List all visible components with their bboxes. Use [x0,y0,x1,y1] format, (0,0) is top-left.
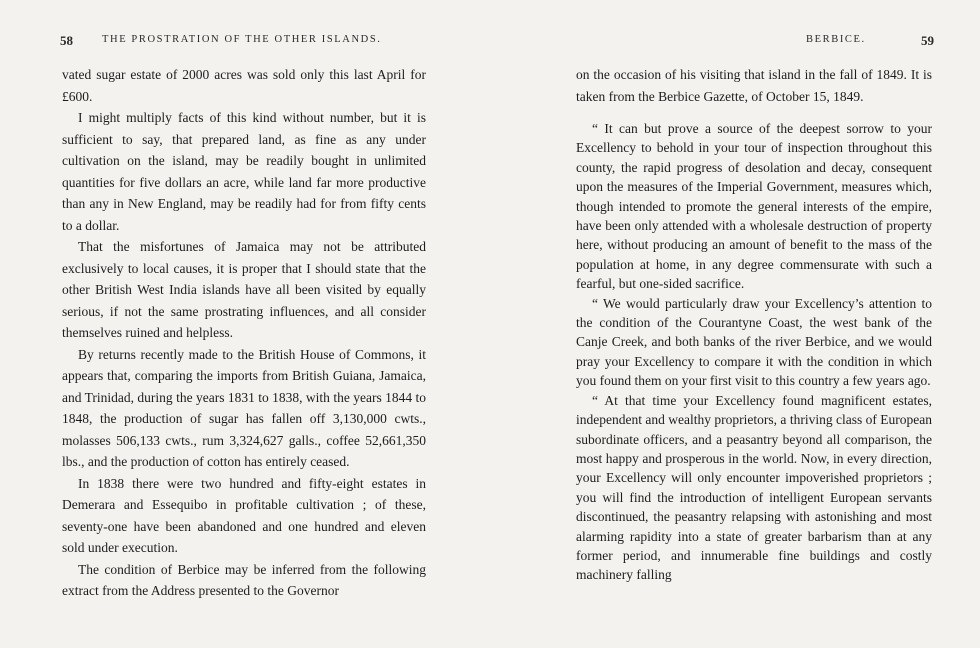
paragraph: By returns recently made to the British House of Commons, it appears that, comparing the imports from British Guiana, Jamaica, and Trinidad, during the years 1831 to 1838, with the years 1844 to 1848, the production of sugar has fallen off 3,130,000 cwts., molasses 506,133 cwts., rum 3,324,627 galls., coffee 52,661,350 lbs., and the production of cotton has entirely ceased. [62,346,426,469]
right-page [490,0,980,648]
quote-paragraph: “ We would particularly draw your Excellency’s attention to the condition of the Courantyne Coast, the west bank of the Canje Creek, and both banks of the river Berbice, and we would pray your Excellency to compare it with the condition in which you found them on your first visit to this country a few years ago. [576,295,932,389]
right-page-text [576,64,932,585]
quote-paragraph: “ It can but prove a source of the deepest sorrow to your Excellency to behold in your tour of inspection throughout this county, the rapid progress of desolation and decay, consequent upon the measures of the Imperial Government, measures which, though intended to promote the general interests of the empire, have been only attended with a wholesale destruction of property here, without producing an amount of benefit to the mass of the population at home, in any degree commensurate with such a fearful, but one-sided sacrifice. [576,121,932,292]
left-page-text [62,64,426,602]
running-head: BERBICE. [806,34,866,45]
page-number: 59 [921,33,934,48]
paragraph: vated sugar estate of 2000 acres was sold only this last April for £600. [62,67,426,104]
page-number: 58 [60,33,73,48]
paragraph: I might multiply facts of this kind without number, but it is sufficient to say, that prepared land, as fine as any under cultivation on the island, may be readily bought in unlimited quantities for five dollars an acre, while land far more productive than any in New England, may be readily had for from fifty cents to a dollar. [62,110,426,233]
paragraph: In 1838 there were two hundred and fifty-eight estates in Demerara and Essequibo in profitable cultivation ; of these, seventy-one have been abandoned and one hundred and eleven sold under execution. [62,475,426,555]
paragraph: on the occasion of his visiting that island in the fall of 1849. It is taken from the Berbice Gazette, of October 15, 1849. [576,67,932,104]
paragraph: The condition of Berbice may be inferred from the following extract from the Address presented to the Governor [62,561,426,598]
quote-paragraph: “ At that time your Excellency found magnificent estates, independent and wealthy proprietors, a thriving class of European subordinate officers, and a peasantry beyond all comparison, the most happy and prosperous in the world. Now, in every direction, your Excellency will only encounter impoverished proprietors ; you will find the introduction of intelligent European servants discontinued, the peasantry relapsing with astonishing and most alarming rapidity into a state of greater barbarism than at any former period, and innumerable fine buildings and costly machinery falling [576,392,932,583]
running-head: THE PROSTRATION OF THE OTHER ISLANDS. [102,34,382,45]
quoted-address [576,119,932,585]
paragraph: That the misfortunes of Jamaica may not be attributed exclusively to local causes, it is proper that I should state that the other British West India islands have all been visited by equally serious, if not the same prostrating influences, and all consider themselves ruined and helpless. [62,239,426,340]
